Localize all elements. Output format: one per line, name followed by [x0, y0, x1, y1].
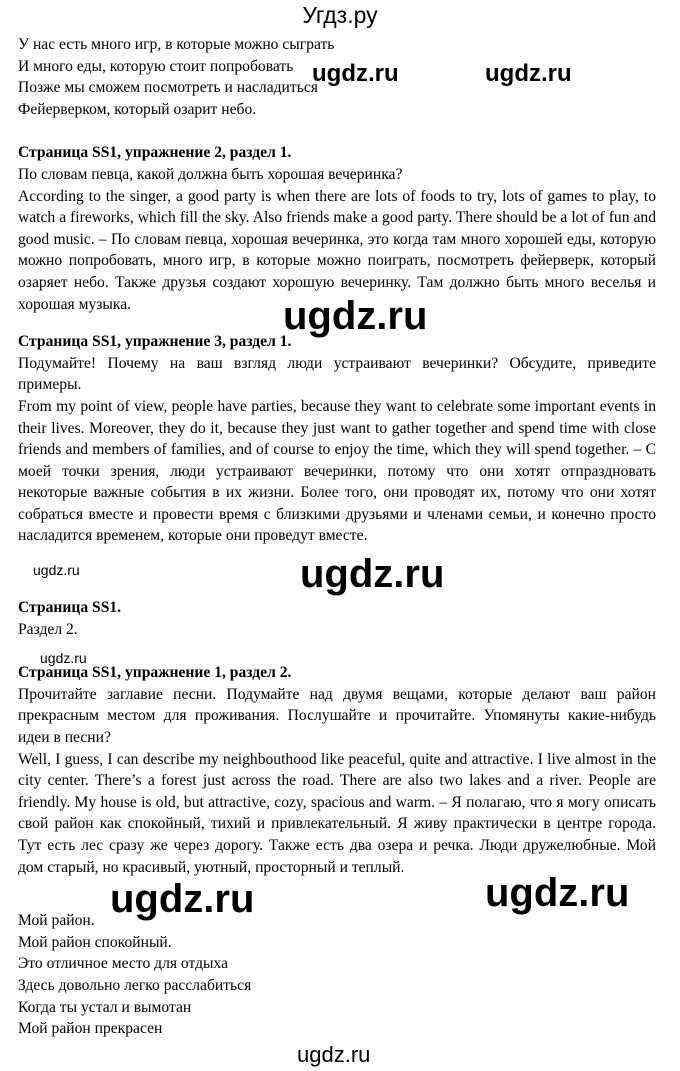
section-heading: Страница SS1, упражнение 2, раздел 1. — [18, 144, 292, 162]
poem-line: Это отличное место для отдыха — [18, 955, 229, 973]
poem-line: И много еды, которую стоит попробовать — [18, 57, 294, 75]
poem-line: Мой район. — [18, 912, 95, 930]
answer-text: Well, I guess, I can describe my neighbouthood like peaceful, quite and attractive. I live almost in the city center. There’s a forest just across the road. There are also two lakes and a river. People are friendly. My house is old, but attractive, cozy, spacious and warm. – Я полагаю, что я могу описать свой район как спокойный, тихий и привлекательный. Я живу практически в центре города. Тут есть лес сразу же через дорогу. Также есть два озера и речка. Люди дружелюбные. Мой дом старый, но красивый, уютный, просторный и теплый. — [18, 750, 656, 876]
watermark: ugdz.ru — [283, 294, 428, 338]
site-header: Угдз.ру — [302, 2, 378, 28]
section-heading: Страница SS1, упражнение 3, раздел 1. — [18, 333, 292, 351]
watermark: ugdz.ru — [312, 60, 399, 87]
watermark: ugdz.ru — [40, 650, 87, 666]
poem-line: Когда ты устал и вымотан — [18, 998, 192, 1016]
question-text: По словам певца, какой должна быть хорошая вечеринка? — [18, 165, 403, 183]
watermark: ugdz.ru — [485, 871, 630, 915]
watermark: ugdz.ru — [485, 60, 572, 87]
section-exercise-1 — [18, 662, 656, 878]
poem-line: Здесь довольно легко расслабиться — [18, 976, 252, 994]
watermark: ugdz.ru — [110, 877, 255, 921]
answer-text: From my point of view, people have parties, because they want to celebrate some important events in their lives. Moreover, they do it, because they just want to gather together and spend time with close friends and members of families, and of course to enjoy the time, which they will spend together. – С моей точки зрения, люди устраивают вечеринки, потому что они хотят отпраздновать некоторые важные события в их жизни. Более того, они проводят их, потому что они хотят собраться вместе и провести время с близкими друзьями и членами семьи, и конечно просто насладится временем, которые они проведут вместе. — [18, 397, 656, 545]
footer-watermark: ugdz.ru — [297, 1042, 371, 1067]
poem-line: Позже мы сможем посмотреть и насладиться — [18, 79, 318, 97]
question-text: Подумайте! Почему на ваш взгляд люди устраивают вечеринки? Обсудите, приведите примеры. — [18, 354, 656, 394]
section-heading: Страница SS1. — [18, 599, 122, 617]
poem-line: Мой район спокойный. — [18, 933, 172, 951]
watermark: ugdz.ru — [33, 562, 80, 578]
section-exercise-2 — [18, 142, 656, 315]
section-exercise-3 — [18, 331, 656, 547]
answer-text: According to the singer, a good party is when there are lots of foods to try, lots of games to play, to watch a fireworks, which fill the sky. Also friends make a good party. There should be a lot of fun and good music. – По словам певца, хорошая вечеринка, это когда там много хорошей еды, которую можно попробовать, много игр, в которые можно поиграть, посмотреть фейерверк, который озаряет небо. Также друзья создают хорошую вечеринку. Там должно быть много веселья и хорошая музыка. — [18, 187, 656, 313]
poem-line: Мой район прекрасен — [18, 1020, 163, 1038]
section-subheading: Раздел 2. — [18, 620, 78, 638]
section-page-ss1 — [18, 597, 656, 640]
watermark: ugdz.ru — [300, 552, 445, 596]
section-heading: Страница SS1, упражнение 1, раздел 2. — [18, 664, 292, 682]
poem-line: Фейерверком, который озарит небо. — [18, 100, 257, 118]
poem-2 — [18, 910, 656, 1040]
question-text: Прочитайте заглавие песни. Подумайте над двумя вещами, которые делают ваш район прекрасным местом для проживания. Послушайте и прочитайте. Упомянуты какие-нибудь идеи в песни? — [18, 685, 656, 747]
poem-line: У нас есть много игр, в которые можно сыграть — [18, 36, 335, 53]
